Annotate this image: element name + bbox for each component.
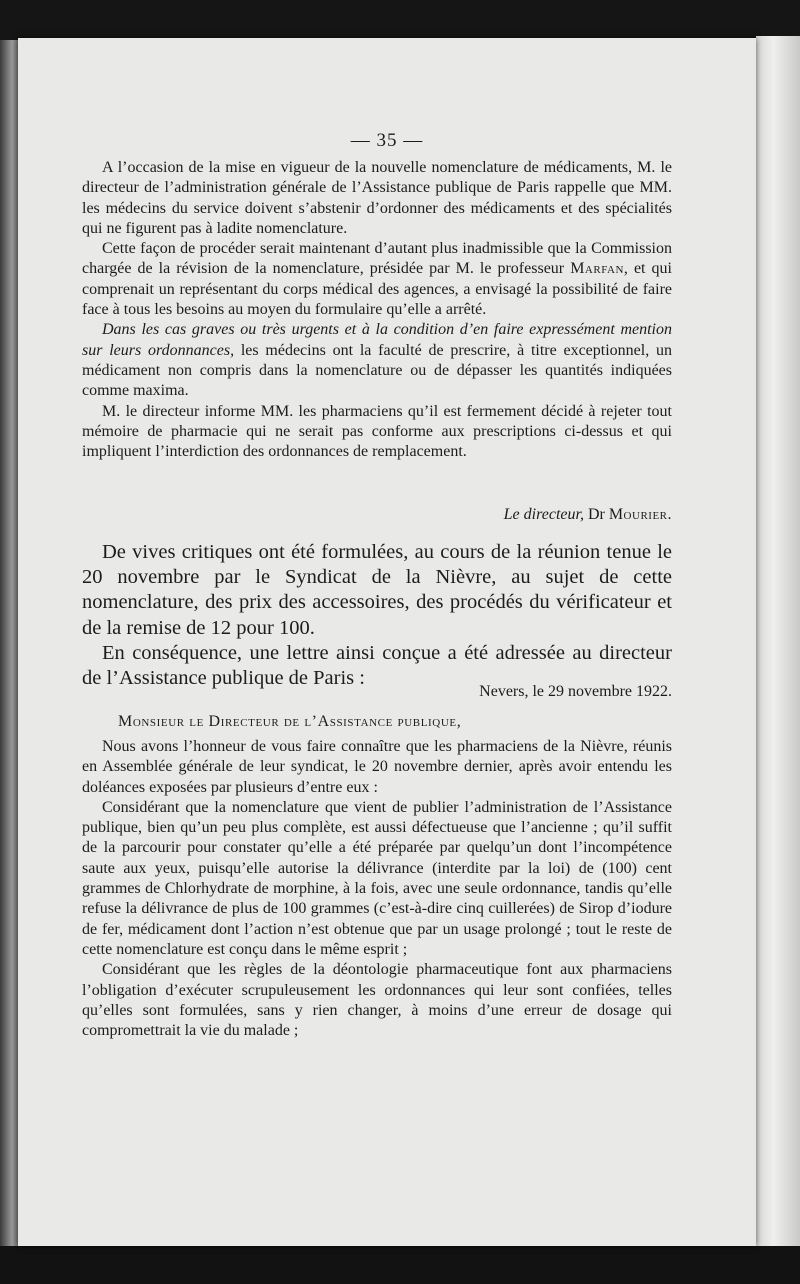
- letter-body: [82, 737, 672, 1041]
- paragraph: Considérant que les règles de la déontologie pharmaceutique font aux pharmaciens l’obligation d’exécuter scrupuleusement les ordonnances qui leur sont confiées, telles qu’elles sont formulées, sans y rien changer, à moins d’une erreur de dosage qui compromettrait la vie du malade ;: [82, 961, 672, 1040]
- paragraph: Nous avons l’honneur de vous faire connaître que les pharmaciens de la Nièvre, réunis en Assemblée générale de leur syndicat, le 20 novembre dernier, après avoir entendu les doléances exposées par plusieurs d’entre eux :: [82, 738, 672, 796]
- left-page-edge: [0, 40, 20, 1284]
- paragraph: A l’occasion de la mise en vigueur de la nouvelle nomenclature de médicaments, M. le directeur de l’administration générale de l’Assistance publique de Paris rappelle que MM. les médecins du service doivent s’abstenir d’ordonner des médicaments et des spécialités qui ne figurent pas à ladite nomenclature.: [82, 159, 672, 237]
- paragraph: Considérant que la nomenclature que vient de publier l’administration de l’Assistance publique, bien qu’un peu plus complète, est aussi défectueuse que l’ancienne ; qu’il suffit de la parcourir pour constater qu’elle a été préparée par quelqu’un dont l’incompétence saute aux yeux, puisqu’elle autorise la délivrance (interdite par la loi) de (100) cent grammes de Chlorhydrate de morphine, à la fois, avec une seule ordonnance, tandis qu’elle refuse la délivrance de plus de 100 grammes (c’est-à-dire cinq cuillerées) de Sirop d’iodure de fer, médicament dont l’action n’est obtenue que par un usage prolongé ; tout le reste de cette nomenclature est conçu dans le même esprit ;: [82, 798, 672, 958]
- signature-line: Le directeur, Dr Mourier.: [503, 506, 672, 523]
- circular-text: [82, 158, 672, 462]
- paragraph: Cette façon de procéder serait maintenant d’autant plus inadmissible que la Commission chargée de la révision de la nomenclature, présidée par M. le professeur Marfan, et qui comprenait un représentant du corps médical des agences, a envisagé la possibilité de faire face à tous les besoins au moyen du formulaire qu’elle a arrêté.: [82, 240, 672, 319]
- emphasis-text: Dans les cas graves ou très urgents et à la condition d’en faire expressément mention sur leurs ordonnances,: [82, 321, 672, 359]
- paragraph: De vives critiques ont été formulées, au cours de la réunion tenue le 20 novembre par le Syndicat de la Nièvre, au sujet de cette nomenclature, des prix des accessoires, des procédés du vérificateur et de la remise de 12 pour 100.: [82, 541, 672, 639]
- paragraph: Dans les cas graves ou très urgents et à la condition d’en faire expressément mention sur leurs ordonnances, les médecins ont la faculté de prescrire, à titre exceptionnel, un médicament non compris dans la nomenclature ou de dépasser les quantités indiquées comme maxima.: [82, 321, 673, 400]
- right-page-edge: [756, 36, 800, 1250]
- report-text: [82, 540, 672, 691]
- letter-salutation: Monsieur le Directeur de l’Assistance publique,: [118, 713, 462, 730]
- page-number: — 35 —: [350, 130, 424, 151]
- paragraph: En conséquence, une lettre ainsi conçue a été adressée au directeur de l’Assistance publique de Paris :: [82, 641, 672, 690]
- letter-dateline: Nevers, le 29 novembre 1922.: [479, 683, 672, 700]
- paragraph: M. le directeur informe MM. les pharmaciens qu’il est fermement décidé à rejeter tout mémoire de pharmacie qui ne serait pas conforme aux prescriptions ci-dessus et qui impliquent l’interdiction des ordonnances de remplacement.: [82, 402, 672, 461]
- scan-background: [0, 1246, 800, 1284]
- professor-name: Marfan: [570, 260, 624, 278]
- document-page: [18, 38, 756, 1246]
